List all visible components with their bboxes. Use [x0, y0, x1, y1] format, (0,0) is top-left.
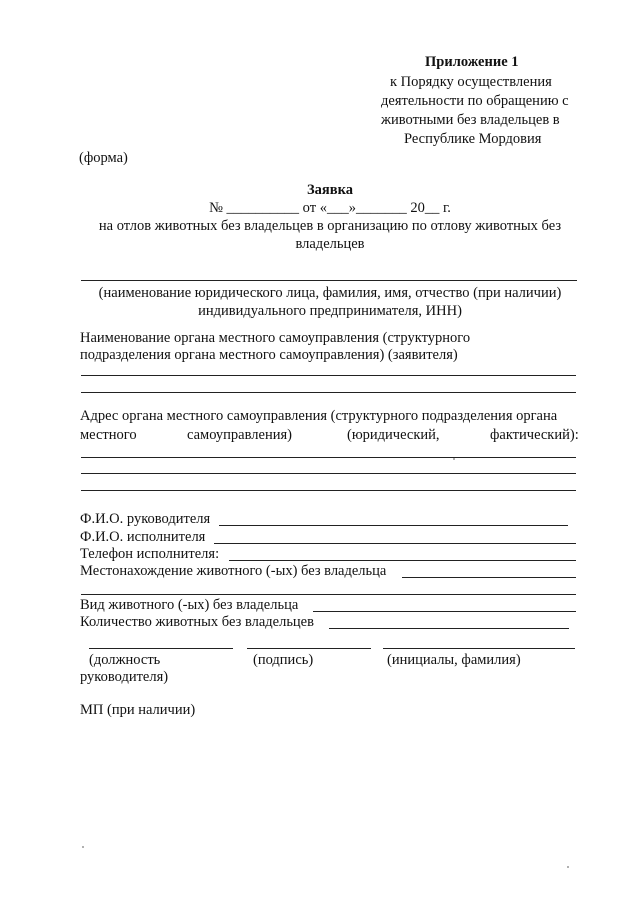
authority-address-word-1: местного [80, 427, 137, 443]
signature-blank [247, 648, 371, 649]
signature-caption: (подпись) [253, 652, 314, 668]
appendix-line-3: животными без владельцев в [381, 112, 560, 128]
scan-speck [453, 458, 455, 460]
species-blank [313, 611, 576, 612]
authority-name-blank-2 [81, 392, 576, 393]
appendix-line-2: деятельности по обращению с [381, 93, 569, 109]
appendix-title: Приложение 1 [425, 54, 519, 70]
scan-speck [567, 866, 569, 868]
executor-name-blank [214, 543, 576, 544]
authority-name-blank-1 [81, 375, 576, 376]
authority-address-blank-1 [81, 457, 576, 458]
form-label: (форма) [79, 150, 128, 166]
position-caption-line-2: руководителя) [80, 669, 169, 685]
authority-name-line-1: Наименование органа местного самоуправления (структурного [80, 330, 471, 346]
request-subtitle-line-1: на отлов животных без владельцев в организацию по отлову животных без [98, 218, 562, 234]
head-name-label: Ф.И.О. руководителя [80, 511, 211, 527]
location-blank-2 [81, 594, 576, 595]
request-title: Заявка [307, 182, 353, 198]
org-name-line [81, 280, 577, 281]
position-blank [89, 648, 233, 649]
authority-address-line-1: Адрес органа местного самоуправления (структурного подразделения органа [80, 408, 558, 424]
name-caption: (инициалы, фамилия) [387, 652, 521, 668]
position-caption-line-1: (должность [89, 652, 161, 668]
request-number-line: № __________ от «___»_______ 20__ г. [209, 200, 451, 216]
scan-speck [82, 846, 84, 848]
stamp-label: МП (при наличии) [80, 702, 196, 718]
authority-address-blank-3 [81, 490, 576, 491]
authority-address-word-3: (юридический, [347, 427, 440, 443]
org-caption-line-1: (наименование юридического лица, фамилия, имя, отчество (при наличии) [98, 285, 562, 301]
phone-blank [229, 560, 576, 561]
count-blank [329, 628, 569, 629]
species-label: Вид животного (-ых) без владельца [80, 597, 299, 613]
name-blank [383, 648, 575, 649]
org-caption-line-2: индивидуального предпринимателя, ИНН) [198, 303, 462, 319]
authority-address-blank-2 [81, 473, 576, 474]
request-subtitle-line-2: владельцев [295, 236, 365, 252]
authority-address-word-2: самоуправления) [187, 427, 292, 443]
phone-label: Телефон исполнителя: [80, 546, 220, 562]
appendix-line-4: Республике Мордовия [404, 131, 542, 147]
location-blank [402, 577, 576, 578]
location-label: Местонахождение животного (-ых) без владельца [80, 563, 387, 579]
head-name-blank [219, 525, 568, 526]
appendix-line-1: к Порядку осуществления [390, 74, 552, 90]
executor-name-label: Ф.И.О. исполнителя [80, 529, 206, 545]
authority-address-word-4: фактический): [490, 427, 579, 443]
authority-name-line-2: подразделения органа местного самоуправления) (заявителя) [80, 347, 458, 363]
count-label: Количество животных без владельцев [80, 614, 314, 630]
